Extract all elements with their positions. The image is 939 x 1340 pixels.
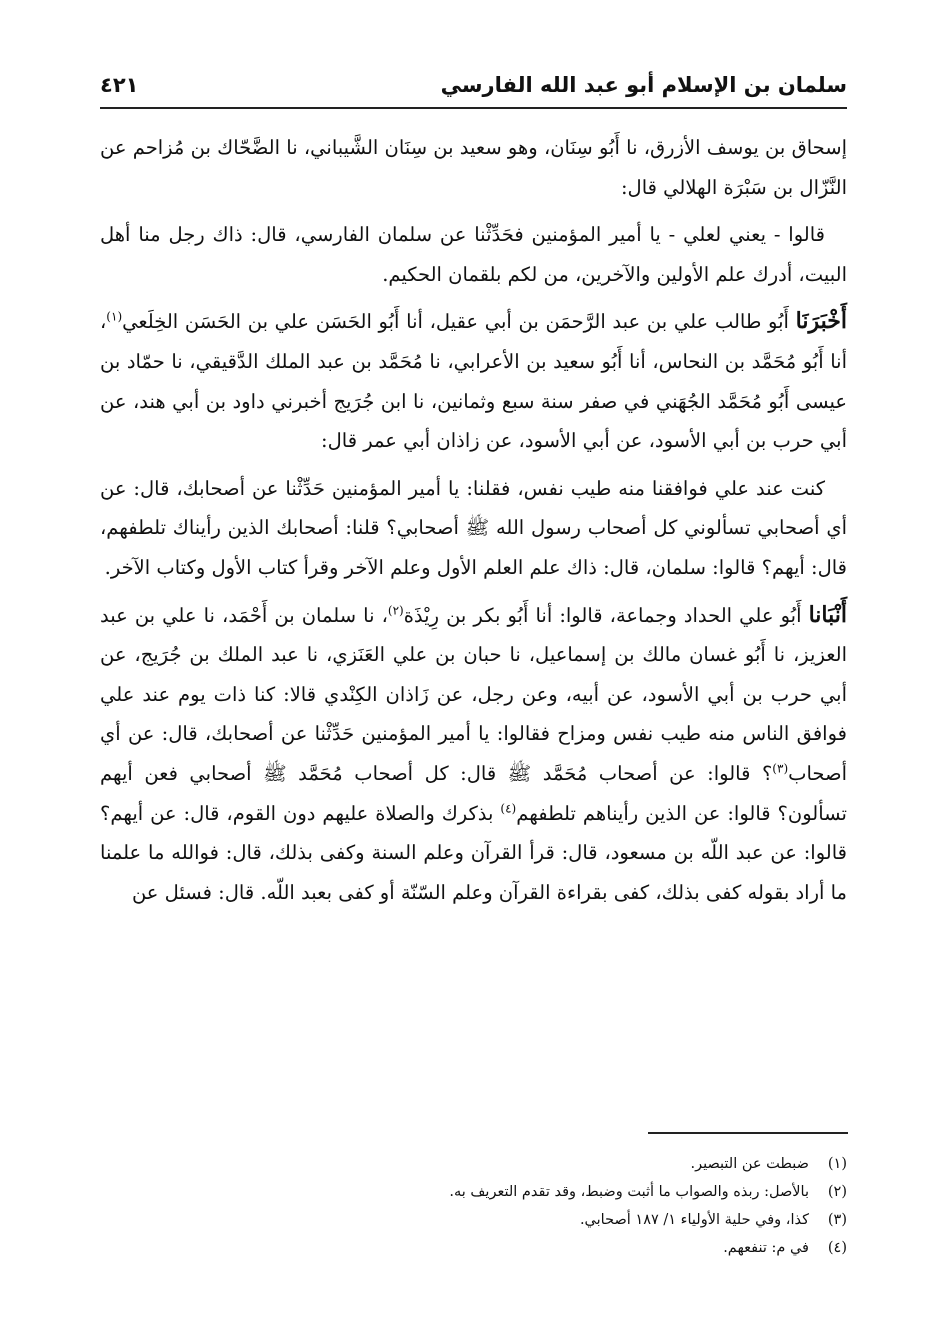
footnote-text: ضبطت عن التبصير. (690, 1156, 809, 1172)
footnote-number: (٣) (827, 1212, 847, 1228)
paragraph-text: قالوا - يعني لعلي - يا أمير المؤمنين فحَدِّثْنا عن سلمان الفارسي، قال: ذاك رجل منا أهل البيت، أدرك علم الأولين والآخرين، من لكم بلقمان الحكيم. (100, 223, 847, 286)
footnote-1 (100, 1150, 847, 1178)
footnote-text: بالأصل: ربذه والصواب ما أثبت وضبط، وقد تقدم التعريف به. (449, 1184, 809, 1200)
footnotes (100, 1150, 847, 1262)
running-title: سلمان بن الإسلام أبو عبد الله الفارسي (440, 73, 847, 97)
paragraph-1 (100, 128, 847, 207)
paragraph-3 (100, 302, 847, 460)
footnote-3 (100, 1206, 847, 1234)
paragraph-5 (100, 596, 847, 913)
paragraph-4 (100, 469, 847, 588)
footnote-ref-3[interactable]: (٣) (772, 761, 789, 776)
footnote-4 (100, 1234, 847, 1262)
footnote-number: (٢) (827, 1184, 847, 1200)
footnote-divider (648, 1132, 848, 1134)
footnote-text: كذا، وفي حلية الأولياء ١/ ١٨٧ أصحابي. (579, 1212, 809, 1228)
footnote-ref-4[interactable]: (٤) (500, 801, 517, 815)
paragraph-text: ، أنا أَبُو مُحَمَّد بن النحاس، أنا أَبُو سعيد بن الأعرابي، نا مُحَمَّد بن عبد الملك الدَّقيقي، نا حمّاد بن عيسى أَبُو مُحَمَّد الجُهَني في صفر سنة سبع وثمانين، نا ابن جُرَيج أخبرني داود بن أبي هند، عن أبي حرب بن أبي الأسود، عن أبي الأسود، عن زاذان أبي عمر قال: (100, 310, 847, 453)
paragraph-text: إسحاق بن يوسف الأزرق، نا أَبُو سِنَان، وهو سعيد بن سِنَان الشَّيباني، نا الضَّحّاك بن مُزاحم عن النَّزّال بن سَبْرَة الهلالي قال: (100, 136, 847, 199)
main-text (100, 128, 847, 920)
paragraph-text: أَبُو علي الحداد وجماعة، قالوا: أنا أَبُو بكر بن رِيْذَة (403, 603, 802, 627)
footnote-ref-1[interactable]: (١) (106, 309, 123, 324)
page-number: ٤٢١ (100, 73, 139, 97)
paragraph-text: كنت عند علي فوافقنا منه طيب نفس، فقلنا: يا أمير المؤمنين حَدِّثْنا عن أصحابك، قال: عن أي أصحابي تسألوني كل أصحاب رسول الله ﷺ أصحابي؟ قلنا: أصحابك الذين رأيناك تلطفهم، قال: أيهم؟ قالوا: سلمان، قال: ذاك علم العلم الأول وعلم الآخر وقرأ كتاب الأول وكتاب الآخر. (100, 476, 847, 579)
footnote-2 (100, 1178, 847, 1206)
isnad-lead-word: أَنْبَانا (808, 601, 847, 628)
footnote-ref-2[interactable]: (٢) (387, 603, 404, 618)
footnote-text: في م: تنفعهم. (723, 1240, 809, 1256)
paragraph-text: ؟ قالوا: عن أصحاب مُحَمَّد ﷺ قال: كل أصحاب مُحَمَّد ﷺ أصحابي فعن أيهم تسألون؟ قالوا: عن الذين رأيناهم تلطفهم (100, 761, 847, 825)
paragraph-text: أَبُو طالب علي بن عبد الرَّحمَن بن أبي عقيل، أنا أَبُو الحَسَن علي بن الحَسَن الخِلَعي (122, 310, 789, 334)
paragraph-2 (100, 215, 847, 294)
paragraph-text: بذكرك والصلاة عليهم دون القوم، قال: عن أيهم؟ قالوا: عن عبد اللّه بن مسعود، قال: قرأ القرآن وعلم السنة وكفى بذلك، قال: فوالله ما علمنا ما أراد بقوله كفى بذلك، كفى بقراءة القرآن وعلم السّنّة أو كفى بعبد اللّه. قال: فسئل عن (100, 801, 847, 904)
isnad-lead-word: أَخْبَرَنَا (795, 308, 847, 335)
header-divider (100, 107, 847, 109)
footnote-number: (٤) (827, 1240, 847, 1256)
paragraph-text: ، نا سلمان بن أَحْمَد، نا علي بن عبد العزيز، نا أَبُو غسان مالك بن إسماعيل، نا حبان بن علي العَنَزي، نا عبد الملك بن جُرَيج، عن أبي حرب بن أبي الأسود، عن أبيه، وعن رجل، عن زَاذان الكِنْدي قالا: كنا ذات يوم عند علي فوافق الناس منه طيب نفس ومزاح فقالوا: يا أمير المؤمنين حَدِّثْنا عن أصحابك، قال: عن أي أصحاب (100, 603, 847, 785)
footnote-number: (١) (827, 1156, 847, 1172)
running-header (100, 68, 847, 102)
